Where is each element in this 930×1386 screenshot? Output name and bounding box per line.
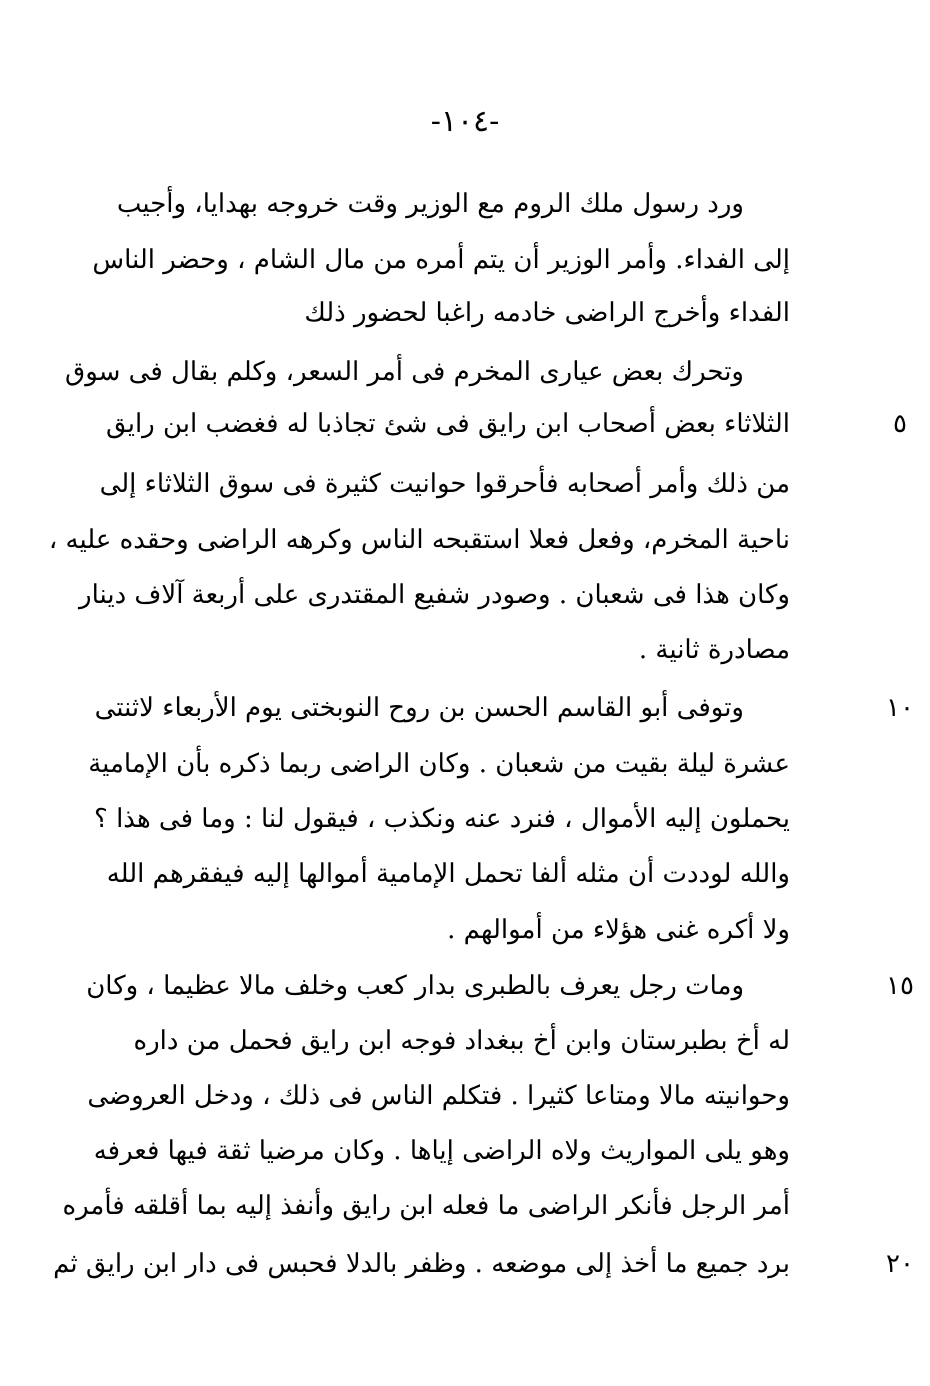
text-line-18: وهو يلى المواريث ولاه الراضى إياها . وكان مرضيا ثقة فيها فعرفه [93,1136,790,1166]
text-line-10: وتوفى أبو القاسم الحسن بن روح النوبختى يوم الأربعاء لاثنتى [94,693,744,723]
text-line-11: عشرة ليلة بقيت من شعبان . وكان الراضى ربما ذكره بأن الإمامية [88,749,790,779]
text-line-7: ناحية المخرم، وفعل فعلا استقبحه الناس وكرهه الراضى وحقده عليه ، [48,525,790,555]
text-line-16: له أخ بطبرستان وابن أخ ببغداد فوجه ابن رايق فحمل من داره [133,1026,790,1056]
text-line-15: ومات رجل يعرف بالطبرى بدار كعب وخلف مالا عظيما ، وكان [86,971,744,1001]
text-line-1: ورد رسول ملك الروم مع الوزير وقت خروجه بهدايا، وأجيب [116,189,744,219]
line-marker-15: ١٥ [886,971,914,1001]
text-line-12: يحملون إليه الأموال ، فنرد عنه ونكذب ، فيقول لنا : وما فى هذا ؟ [94,804,790,834]
text-line-13: والله لوددت أن مثله ألفا تحمل الإمامية أموالها إليه فيفقرهم الله [106,859,790,889]
page-number: -١٠٤- [430,104,500,139]
text-line-2: إلى الفداء. وأمر الوزير أن يتم أمره من مال الشام ، وحضر الناس [92,245,790,275]
text-line-9: مصادرة ثانية . [638,635,790,665]
line-marker-5: ٥ [893,409,907,439]
text-line-5: الثلاثاء بعض أصحاب ابن رايق فى شئ تجاذبا له فغضب ابن رايق [106,409,790,439]
line-marker-10: ١٠ [886,693,914,723]
text-line-20: برد جميع ما أخذ إلى موضعه . وظفر بالدلا فحبس فى دار ابن رايق ثم [53,1249,790,1279]
line-marker-20: ٢٠ [886,1249,914,1279]
text-line-3: الفداء وأخرج الراضى خادمه راغبا لحضور ذلك [304,298,790,328]
text-line-14: ولا أكره غنى هؤلاء من أموالهم . [447,915,790,945]
text-line-17: وحوانيته مالا ومتاعا كثيرا . فتكلم الناس فى ذلك ، ودخل العروضى [87,1081,790,1111]
text-line-4: وتحرك بعض عيارى المخرم فى أمر السعر، وكلم بقال فى سوق [65,357,744,387]
text-line-19: أمر الرجل فأنكر الراضى ما فعله ابن رايق وأنفذ إليه بما أقلقه فأمره [62,1191,790,1221]
text-line-8: وكان هذا فى شعبان . وصودر شفيع المقتدرى على أربعة آلاف دينار [79,580,790,610]
text-line-6: من ذلك وأمر أصحابه فأحرقوا حوانيت كثيرة فى سوق الثلاثاء إلى [99,469,790,499]
